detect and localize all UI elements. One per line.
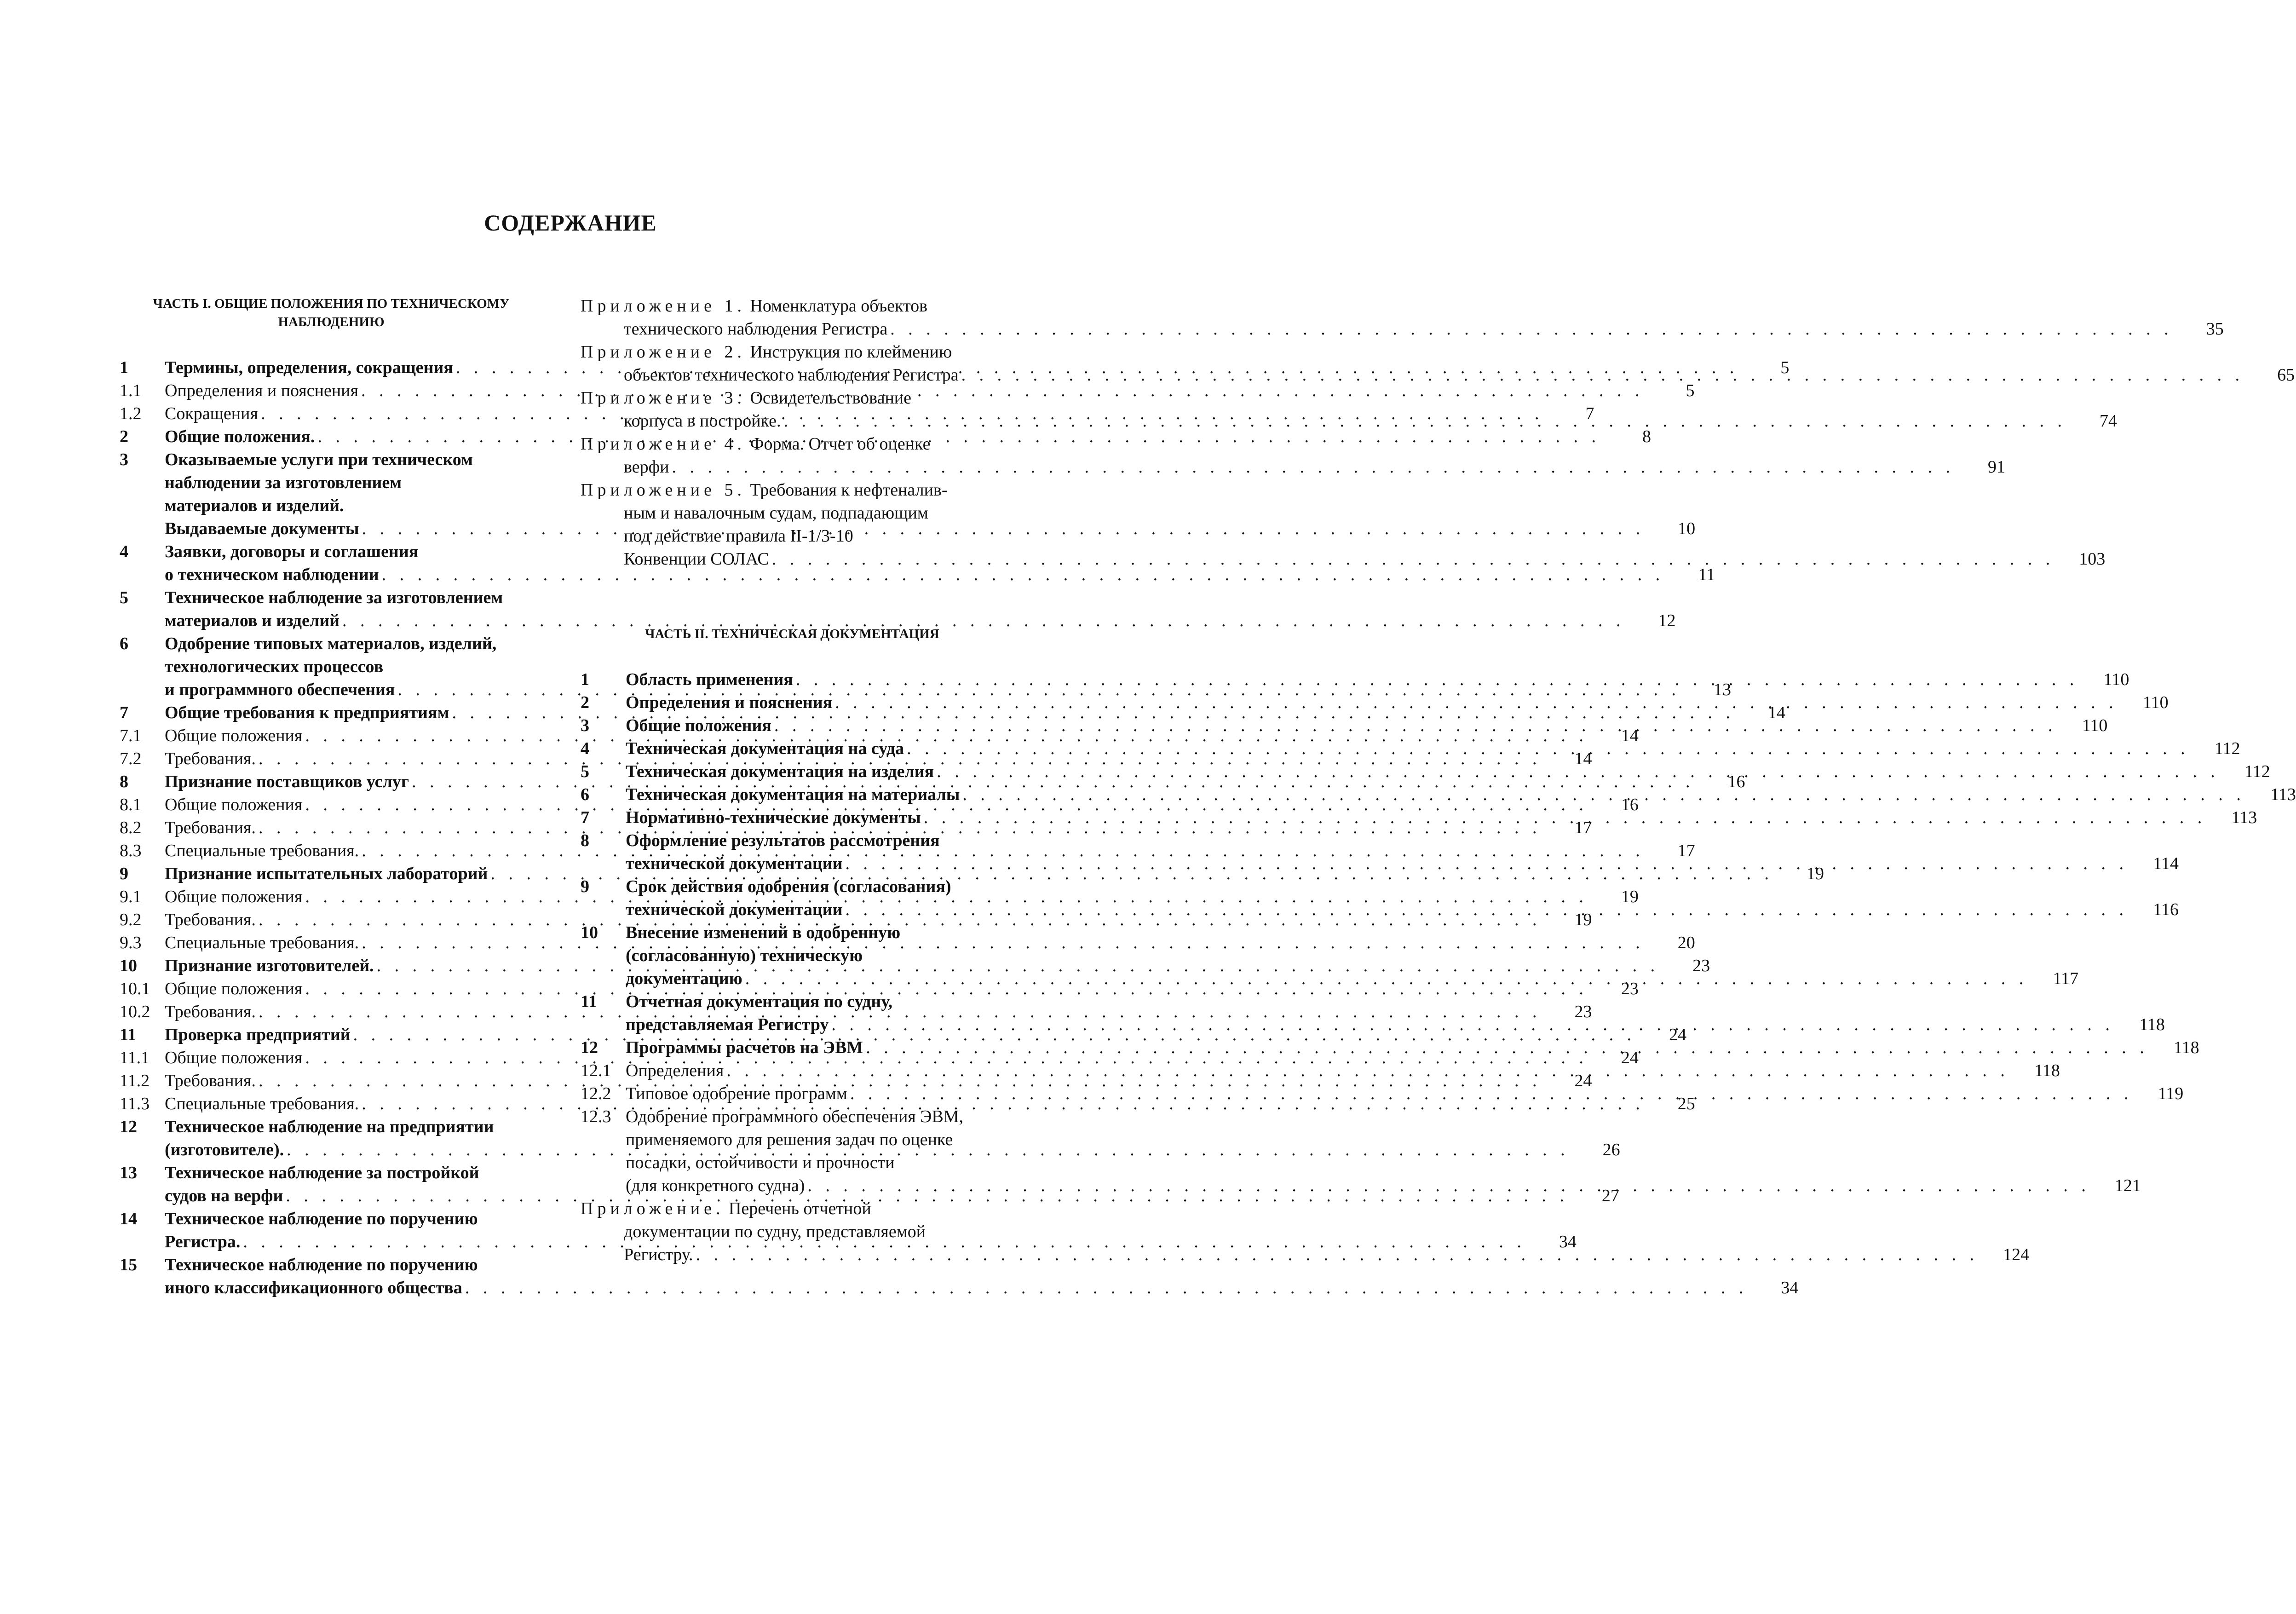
- toc-entry-text: наблюдении за изготовлением: [165, 473, 402, 492]
- appendix-entry[interactable]: [581, 478, 2106, 571]
- page-number: 35: [2206, 319, 2224, 339]
- dot-leader: [829, 1013, 2114, 1036]
- dot-leader: [934, 760, 2220, 783]
- section-number: 9.3: [120, 933, 142, 952]
- section-number: 10.1: [120, 979, 150, 998]
- page-number: 5: [1686, 381, 1695, 400]
- appendix-entry[interactable]: [581, 386, 2117, 432]
- toc-entry-text: Специальные требования.: [165, 841, 359, 860]
- page-number: 12: [1658, 611, 1676, 630]
- toc-entry-text: верфи: [624, 457, 669, 477]
- dot-leader: [921, 806, 2207, 829]
- section-number: 6: [581, 785, 589, 804]
- toc-entry-text: Освидетельствование: [750, 388, 912, 408]
- appendix-label: Приложение 2.: [581, 342, 746, 362]
- page-number: 14: [1621, 726, 1639, 745]
- section-number: 8: [581, 831, 589, 850]
- appendix-entry[interactable]: [581, 294, 2224, 340]
- toc-entry-text: о техническом наблюдении: [165, 565, 379, 584]
- page-number: 24: [1621, 1048, 1639, 1067]
- toc-entry-text: (для конкретного судна): [626, 1176, 805, 1195]
- section-number: 4: [581, 739, 589, 758]
- page-title: СОДЕРЖАНИЕ: [484, 210, 657, 236]
- toc-entry-text: Техническая документация на изделия: [626, 762, 934, 781]
- section-number: 11.2: [120, 1071, 150, 1090]
- dot-leader: [742, 967, 2028, 990]
- section-number: 12.2: [581, 1084, 611, 1103]
- section-number: 7.2: [120, 749, 142, 768]
- page-number: 110: [2082, 716, 2108, 735]
- section-number: 1: [120, 358, 128, 377]
- toc-entry-text: Область применения: [626, 670, 793, 689]
- toc-entry-text: корпуса в постройке.: [624, 411, 781, 431]
- toc-entry-text: Требования.: [165, 1071, 256, 1090]
- toc-entry-text: применяемого для решения задач по оценке: [626, 1130, 953, 1149]
- page-number: 17: [1677, 841, 1695, 860]
- section-number: 10.2: [120, 1002, 150, 1021]
- page-number: 103: [2079, 549, 2106, 569]
- section-number: 9: [581, 877, 589, 896]
- toc-entry-text: Типовое одобрение программ: [626, 1084, 847, 1103]
- part2-heading: ЧАСТЬ II. ТЕХНИЧЕСКАЯ ДОКУМЕНТАЦИЯ: [645, 627, 939, 641]
- toc-entry-text: Термины, определения, сокращения: [165, 358, 453, 377]
- part1-heading-line1: ЧАСТЬ I. ОБЩИЕ ПОЛОЖЕНИЯ ПО ТЕХНИЧЕСКОМУ: [153, 296, 510, 311]
- toc-entry-text: Заявки, договоры и соглашения: [165, 542, 419, 561]
- page-number: 8: [1642, 427, 1651, 446]
- toc-entry-text: Нормативно-технические документы: [626, 808, 921, 827]
- page-number: 114: [2153, 854, 2179, 873]
- toc-entry-text: Одобрение типовых материалов, изделий,: [165, 634, 497, 653]
- dot-leader: [693, 1243, 1979, 1266]
- dot-leader: [960, 783, 2245, 806]
- dot-leader: [843, 852, 2129, 875]
- page-number: 34: [1781, 1278, 1799, 1297]
- dot-leader: [793, 668, 2079, 691]
- dot-leader: [805, 1174, 2090, 1197]
- toc-entry-text: материалов и изделий: [165, 611, 340, 630]
- toc-entry-text: Одобрение программного обеспечения ЭВМ,: [626, 1107, 963, 1126]
- page-number: 27: [1601, 1186, 1619, 1205]
- part1-heading-line2: НАБЛЮДЕНИЮ: [278, 315, 385, 329]
- dot-leader: [771, 714, 2057, 737]
- toc-entry-text: Техническое наблюдение по поручению: [165, 1209, 478, 1228]
- section-number: 6: [120, 634, 128, 653]
- toc-entry-text: Требования.: [165, 749, 256, 768]
- appendix-entry[interactable]: [581, 340, 2295, 386]
- page-number: 13: [1713, 680, 1731, 699]
- toc-entry-text: представляемая Регистру: [626, 1015, 829, 1034]
- toc-entry-text: технического наблюдения Регистра: [624, 319, 888, 339]
- toc-entry-text: технической документации: [626, 854, 843, 873]
- toc-entry-text: Программы расчетов на ЭВМ: [626, 1038, 863, 1057]
- dot-leader: [904, 737, 2190, 760]
- toc-entry-text: иного классификационного общества: [165, 1278, 462, 1297]
- toc-entry-text: под действие правила II-1/3-10: [624, 526, 853, 546]
- section-number: 10: [120, 956, 137, 975]
- section-number: 2: [581, 693, 589, 712]
- toc-entry-text: Общие положения: [626, 716, 771, 735]
- toc-entry-text: Специальные требования.: [165, 933, 359, 952]
- toc-entry-text: Техническое наблюдение за постройкой: [165, 1163, 479, 1182]
- section-number: 2: [120, 427, 128, 446]
- toc-entry-text: Техническое наблюдение за изготовлением: [165, 588, 503, 607]
- toc-entry-text: Инструкция по клеймению: [750, 342, 952, 362]
- dot-leader: [847, 1082, 2133, 1105]
- toc-entry-text: Оказываемые услуги при техническом: [165, 450, 473, 469]
- toc-entry-text: Определения и пояснения: [626, 693, 833, 712]
- section-number: 3: [120, 450, 128, 469]
- section-number: 9: [120, 864, 128, 883]
- toc-entry-text: Признание поставщиков услуг: [165, 772, 409, 791]
- page-number: 124: [2003, 1245, 2030, 1264]
- page-number: 23: [1621, 979, 1639, 998]
- toc-entry-text: Регистра.: [165, 1232, 241, 1251]
- page-number: 119: [2158, 1084, 2184, 1103]
- page-number: 19: [1621, 887, 1639, 906]
- section-number: 12: [120, 1117, 137, 1136]
- toc-entry-text: судов на верфи: [165, 1186, 283, 1205]
- page-number: 10: [1678, 519, 1696, 538]
- appendix-label: Приложение 3.: [581, 388, 746, 408]
- section-number: 1.2: [120, 404, 142, 423]
- appendix-label: Приложение.: [581, 1199, 725, 1218]
- page-number: 116: [2153, 900, 2179, 919]
- toc-entry-text: Требования к нефтеналив-: [750, 480, 948, 500]
- page-number: 113: [2270, 785, 2296, 804]
- page-number: 19: [1574, 910, 1592, 929]
- toc-entry-text: Требования.: [165, 1002, 256, 1021]
- section-number: 10: [581, 923, 598, 942]
- section-number: 7.1: [120, 726, 142, 745]
- part1-appendices: [581, 294, 2295, 571]
- appendix-entry[interactable]: [581, 432, 2006, 478]
- toc-entry-text: Регистру.: [624, 1245, 693, 1264]
- page-number: 16: [1621, 795, 1639, 814]
- dot-leader: [887, 317, 2173, 340]
- toc-entry-text: Признание испытательных лабораторий: [165, 864, 488, 883]
- toc-entry-text: Отчетная документация по судну,: [626, 992, 893, 1011]
- toc-entry-text: документации по судну, представляемой: [624, 1222, 926, 1241]
- page-number: 117: [2053, 969, 2079, 988]
- page-number: 11: [1698, 565, 1715, 584]
- appendix-label: Приложение 4.: [581, 434, 746, 454]
- section-number: 3: [581, 716, 589, 735]
- section-number: 4: [120, 542, 128, 561]
- toc-entry-text: Техническое наблюдение на предприятии: [165, 1117, 494, 1136]
- page-number: 112: [2244, 762, 2270, 781]
- section-number: 7: [120, 703, 128, 722]
- page-number: 24: [1669, 1025, 1687, 1044]
- page-number: 110: [2143, 693, 2169, 712]
- section-number: 8: [120, 772, 128, 791]
- section-number: 11.1: [120, 1048, 150, 1067]
- page-number: 23: [1692, 956, 1710, 975]
- page-number: 26: [1602, 1140, 1620, 1159]
- toc-entry-text: Общие положения: [165, 795, 303, 814]
- toc-entry-text: материалов и изделий.: [165, 496, 344, 515]
- page-number: 110: [2103, 670, 2129, 689]
- toc-entry-text: технологических процессов: [165, 657, 384, 676]
- toc-entry-text: Проверка предприятий: [165, 1025, 351, 1044]
- toc-entry-text: Требования.: [165, 910, 256, 929]
- page-number: 19: [1806, 864, 1824, 883]
- page-number: 118: [2139, 1015, 2165, 1034]
- toc-entry-text: Техническая документация на суда: [626, 739, 904, 758]
- section-number: 5: [581, 762, 589, 781]
- section-number: 9.1: [120, 887, 142, 906]
- toc-entry-text: Срок действия одобрения (согласования): [626, 877, 951, 896]
- page-number: 17: [1574, 818, 1592, 837]
- page-number: 24: [1574, 1071, 1592, 1090]
- toc-entry-text: объектов технического наблюдения Регистра: [624, 365, 959, 385]
- toc-entry-text: технической документации: [626, 900, 843, 919]
- toc-entry-text: Номенклатура объектов: [750, 296, 928, 316]
- toc-entry-text: Требования.: [165, 818, 256, 837]
- toc-entry-text: Сокращения: [165, 404, 258, 423]
- toc-entry-text: Общие положения: [165, 726, 303, 745]
- section-number: 11: [581, 992, 597, 1011]
- section-number: 8.1: [120, 795, 142, 814]
- dot-leader: [843, 898, 2129, 921]
- page-number: 118: [2174, 1038, 2199, 1057]
- dot-leader: [669, 455, 1955, 478]
- dot-leader: [724, 1059, 2009, 1082]
- page-number: 14: [1767, 703, 1785, 722]
- toc-entry-text: Перечень отчетной: [728, 1199, 871, 1218]
- toc-entry-text: Специальные требования.: [165, 1094, 359, 1113]
- dot-leader: [462, 1276, 1748, 1299]
- dot-leader: [769, 548, 2055, 571]
- section-number: 8.2: [120, 818, 142, 837]
- toc-entry-text: Форма. Отчет об оценке: [750, 434, 931, 454]
- page-number: 34: [1559, 1232, 1577, 1251]
- toc-entry-text: и программного обеспечения: [165, 680, 395, 699]
- toc-entry-text: (согласованную) техническую: [626, 946, 863, 965]
- toc-entry-text: Оформление результатов рассмотрения: [626, 831, 940, 850]
- toc-entry-text: Внесение изменений в одобренную: [626, 923, 901, 942]
- page-number: 121: [2114, 1176, 2141, 1195]
- toc-entry-text: документацию: [626, 969, 742, 988]
- dot-leader: [781, 409, 2066, 432]
- dot-leader: [832, 691, 2118, 714]
- toc-entry-text: Техническое наблюдение по поручению: [165, 1255, 478, 1274]
- page-number: 112: [2215, 739, 2240, 758]
- section-number: 11.3: [120, 1094, 150, 1113]
- toc-entry-text: Определения и пояснения: [165, 381, 358, 400]
- page-number: 113: [2231, 808, 2257, 827]
- page-number: 7: [1585, 404, 1594, 423]
- page-number: 118: [2034, 1061, 2060, 1080]
- section-number: 12: [581, 1038, 598, 1057]
- toc-entry-text: Общие положения: [165, 887, 303, 906]
- page-number: 23: [1574, 1002, 1592, 1021]
- toc-entry-text: посадки, остойчивости и прочности: [626, 1153, 895, 1172]
- section-number: 12.1: [581, 1061, 611, 1080]
- appendix-label: Приложение 1.: [581, 296, 746, 316]
- section-number: 5: [120, 588, 128, 607]
- toc-entry-text: Общие положения: [165, 1048, 303, 1067]
- dot-leader: [863, 1036, 2149, 1059]
- part1-heading: [120, 294, 543, 331]
- toc-entry-text: Определения: [626, 1061, 724, 1080]
- section-number: 14: [120, 1209, 137, 1228]
- appendix-label: Приложение 5.: [581, 480, 746, 500]
- toc-entry-text: Признание изготовителей.: [165, 956, 374, 975]
- toc-entry-text: (изготовителе).: [165, 1140, 284, 1159]
- dot-leader: [959, 363, 2244, 386]
- section-number: 1.1: [120, 381, 142, 400]
- toc-entry-text: Общие требования к предприятиям: [165, 703, 449, 722]
- page-number: 25: [1677, 1094, 1695, 1113]
- toc-entry[interactable]: [120, 724, 1639, 747]
- page-number: 74: [2099, 411, 2117, 431]
- page-number: 65: [2277, 365, 2295, 385]
- page-number: 20: [1677, 933, 1695, 952]
- section-number: 11: [120, 1025, 136, 1044]
- section-number: 13: [120, 1163, 137, 1182]
- page-number: 14: [1574, 749, 1592, 768]
- page-number: 5: [1780, 358, 1790, 377]
- toc-entry-text: Выдаваемые документы: [165, 519, 359, 538]
- toc-entry-text: Общие положения.: [165, 427, 315, 446]
- toc-entry-text: Конвенции СОЛАС: [624, 549, 769, 569]
- toc-entry-text: Общие положения: [165, 979, 303, 998]
- toc-entry-text: ным и навалочным судам, подпадающим: [624, 503, 928, 523]
- section-number: 12.3: [581, 1107, 611, 1126]
- toc-entry[interactable]: [120, 586, 1676, 632]
- section-number: 8.3: [120, 841, 142, 860]
- page-number: 91: [1988, 457, 2006, 477]
- page-number: 16: [1727, 772, 1745, 791]
- section-number: 15: [120, 1255, 137, 1274]
- section-number: 7: [581, 808, 589, 827]
- section-number: 1: [581, 670, 589, 689]
- section-number: 9.2: [120, 910, 142, 929]
- toc-entry-text: Техническая документация на материалы: [626, 785, 960, 804]
